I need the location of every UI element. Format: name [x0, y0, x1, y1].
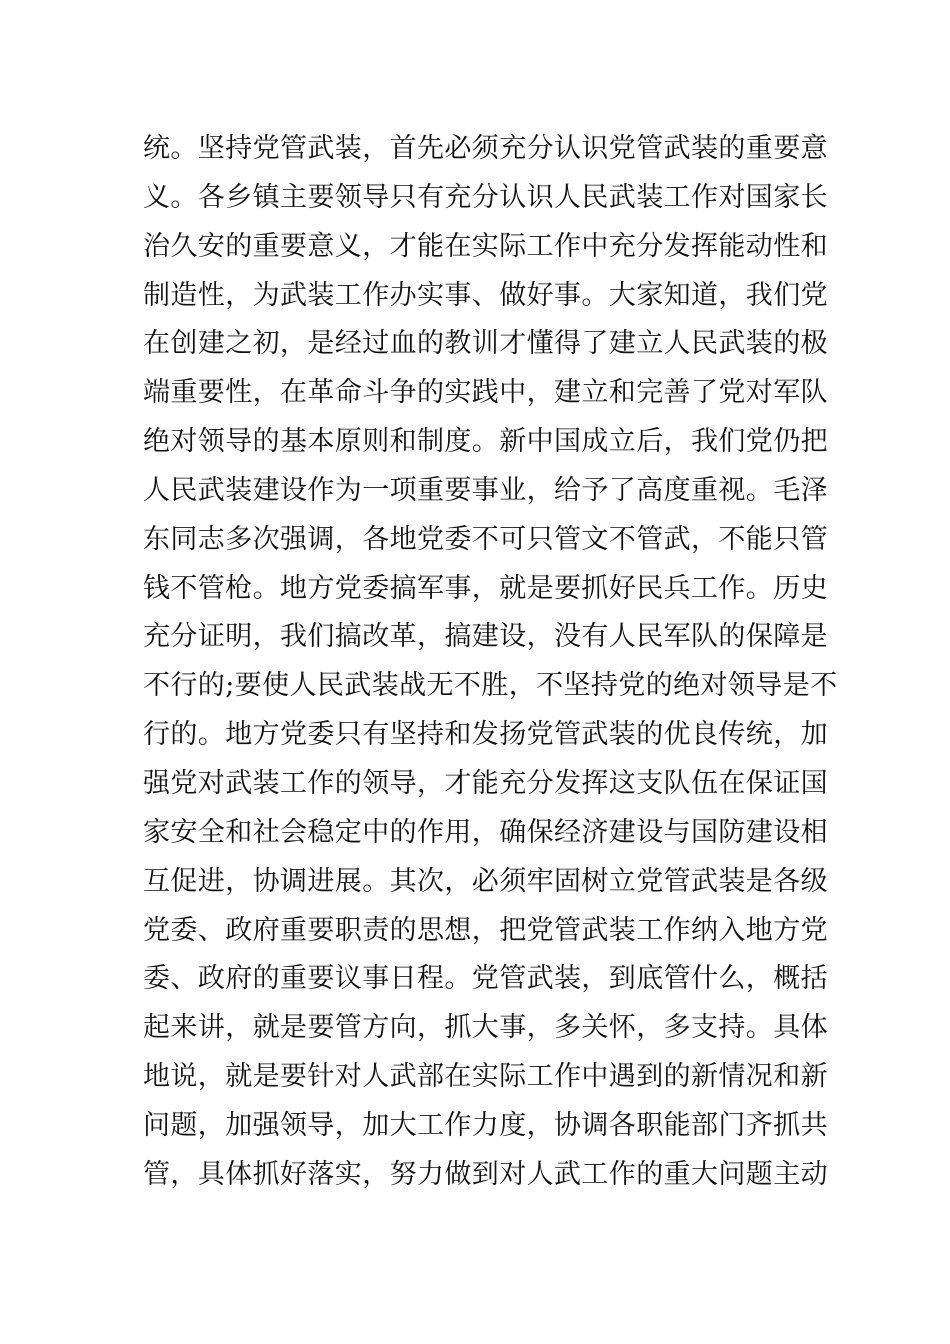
text-line: 制造性，为武装工作办实事、做好事。大家知道，我们党	[143, 279, 828, 311]
text-line: 互促进，协调进展。其次，必须牢固树立党管武装是各级	[143, 865, 828, 897]
text-line: 在创建之初，是经过血的教训才懂得了建立人民武装的极	[143, 328, 828, 360]
text-line: 人民武装建设作为一项重要事业，给予了高度重视。毛泽	[143, 474, 828, 506]
text-line: 统。坚持党管武装，首先必须充分认识党管武装的重要意	[143, 133, 828, 164]
text-line: 绝对领导的基本原则和制度。新中国成立后，我们党仍把	[143, 426, 828, 458]
text-line: 东同志多次强调，各地党委不可只管文不管武，不能只管	[143, 523, 828, 555]
text-line: 问题，加强领导，加大工作力度，协调各职能部门齐抓共	[143, 1109, 828, 1141]
text-line: 充分证明，我们搞改革，搞建设，没有人民军队的保障是	[143, 621, 828, 653]
text-line: 钱不管枪。地方党委搞军事，就是要抓好民兵工作。历史	[143, 572, 828, 604]
text-line: 委、政府的重要议事日程。党管武装，到底管什么，概括	[143, 963, 828, 995]
text-line: 家安全和社会稳定中的作用，确保经济建设与国防建设相	[143, 816, 828, 848]
text-line: 强党对武装工作的领导，才能充分发挥这支队伍在保证国	[143, 767, 828, 799]
text-line: 管，具体抓好落实，努力做到对人武工作的重大问题主动	[143, 1158, 828, 1190]
text-line: 起来讲，就是要管方向，抓大事，多关怀，多支持。具体	[143, 1012, 828, 1044]
text-line: 党委、政府重要职责的思想，把党管武装工作纳入地方党	[143, 914, 828, 946]
text-line: 行的。地方党委只有坚持和发扬党管武装的优良传统，加	[143, 719, 828, 751]
text-line: 不行的;要使人民武装战无不胜，不坚持党的绝对领导是不	[143, 670, 838, 702]
text-line: 地说，就是要针对人武部在实际工作中遇到的新情况和新	[143, 1061, 828, 1093]
text-line: 义。各乡镇主要领导只有充分认识人民武装工作对国家长	[143, 181, 828, 213]
text-line: 治久安的重要意义，才能在实际工作中充分发挥能动性和	[143, 230, 828, 262]
text-line: 端重要性，在革命斗争的实践中，建立和完善了党对军队	[143, 377, 828, 409]
body-text	[143, 125, 838, 1200]
